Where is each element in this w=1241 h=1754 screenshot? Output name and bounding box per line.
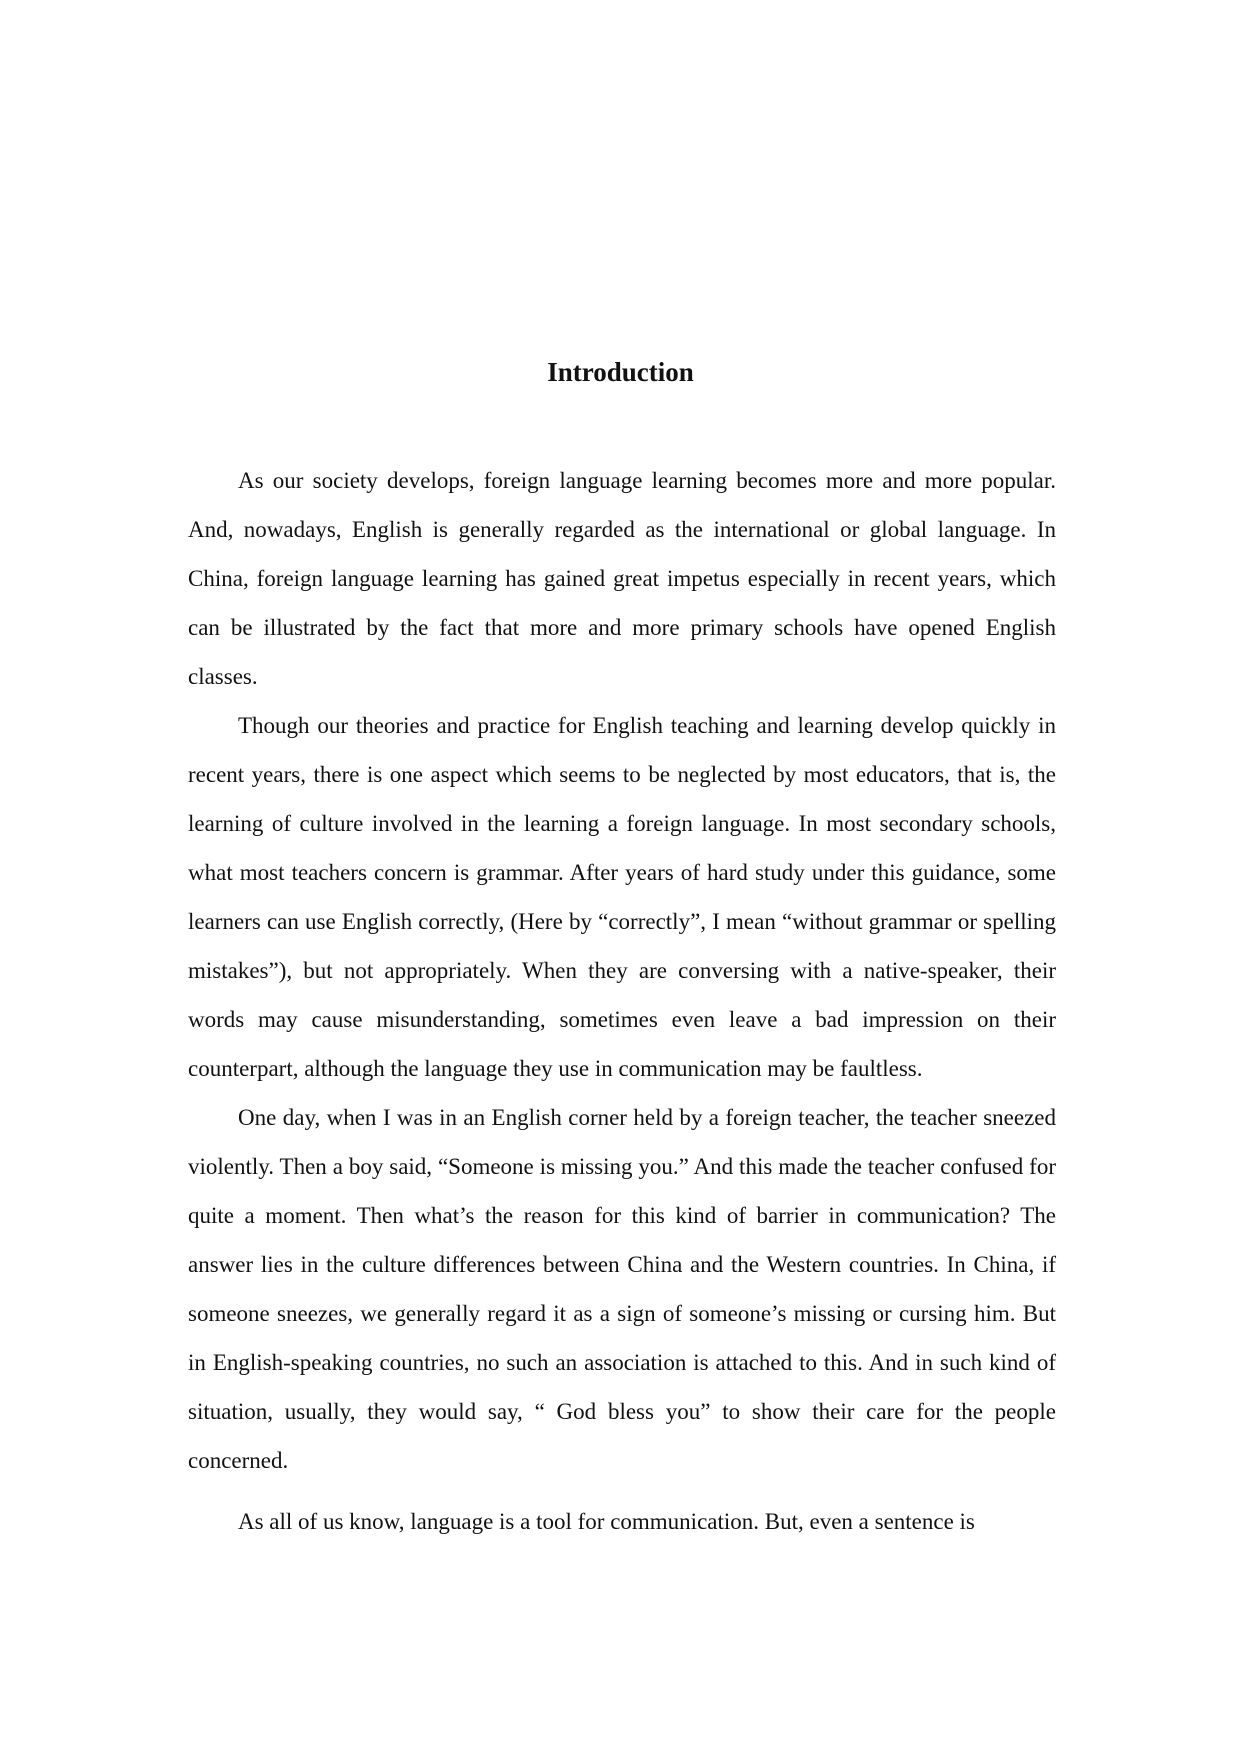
paragraph-3: One day, when I was in an English corner held by a foreign teacher, the teacher sneezed violently. Then a boy said, “Someone is missing you.” And this made the teacher confused for quite a moment. Then what’s the reason for this kind of barrier in communication? The answer lies in the culture differences between China and the Western countries. In China, if someone sneezes, we generally regard it as a sign of someone’s missing or cursing him. But in English-speaking countries, no such an association is attached to this. And in such kind of situation, usually, they would say, “ God bless you” to show their care for the people concerned. <box>188 1105 1056 1473</box>
paragraph-1: As our society develops, foreign language learning becomes more and more popular. And, nowadays, English is generally regarded as the international or global language. In China, foreign language learning has gained great impetus especially in recent years, which can be illustrated by the fact that more and more primary schools have opened English classes. <box>188 468 1056 689</box>
paragraph-4: As all of us know, language is a tool for communication. But, even a sentence is <box>238 1509 975 1534</box>
page-title: Introduction <box>547 357 694 387</box>
document-body <box>188 456 1056 1546</box>
paragraph-2: Though our theories and practice for English teaching and learning develop quickly in recent years, there is one aspect which seems to be neglected by most educators, that is, the learning of culture involved in the learning a foreign language. In most secondary schools, what most teachers concern is grammar. After years of hard study under this guidance, some learners can use English correctly, (Here by “correctly”, I mean “without grammar or spelling mistakes”), but not appropriately. When they are conversing with a native-speaker, their words may cause misunderstanding, sometimes even leave a bad impression on their counterpart, although the language they use in communication may be faultless. <box>188 713 1056 1081</box>
